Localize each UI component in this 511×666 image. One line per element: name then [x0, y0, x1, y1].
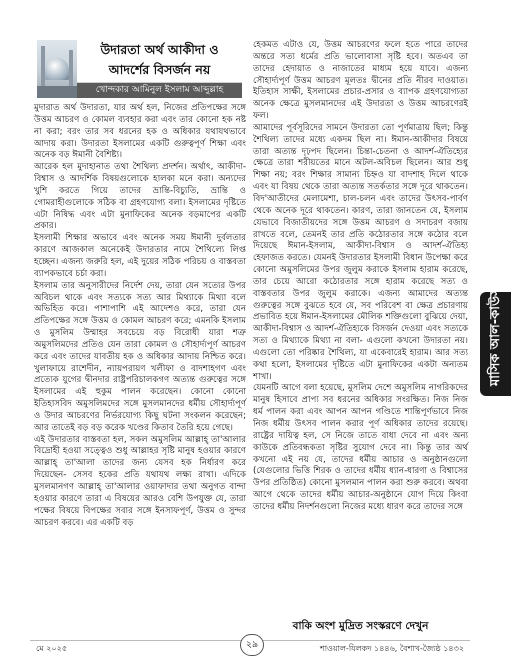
hijri-bangla-date: শাওয়াল-যিলকদ ১৪৪৬, বৈশাখ-জ্যৈষ্ঠ ১৪৩২ — [320, 644, 465, 653]
minaret-shape — [69, 50, 73, 90]
paragraph: ইসলামী শিক্ষার অভাবে এবং অনেক সময় ঈমানী দুর্বলতার কারণে আজকাল অনেকেই উদারতার নামে শৈথিল্যে লিপ্ত হচ্ছেন। এজন্য জরুরি হল, এই দুয়ের সঠিক পরিচয় ও বাস্তবতা ব্যাপকভাবে চর্চা করা। — [34, 233, 246, 279]
paragraph: যেমনটি আগে বলা হয়েছে, মুসলিম দেশে অমুসলিম নাগরিকদের মানুষ হিসাবে প্রাপ্য সব ধরনের অধিকার সংরক্ষিত। নিজ নিজ ধর্ম পালন করা এবং আপন আপন গণ্ডিতে শান্তিপূর্ণভাবে নিজ নিজ ধর্মীয় উৎসব পালন করার পূর্ণ অধিকার তাদের রয়েছে। রাষ্ট্রের দায়িত্ব হল, সে নিজে তাতে বাধা দেবে না এবং অন্য কাউকে প্রতিবন্ধকতা সৃষ্টির সুযোগ দেবে না। কিন্তু তার অর্থ কখনো এই নয় যে, তাদের ধর্মীয় আচার ও অনুষ্ঠানগুলো (যেগুলোর ভিত্তি শিরক ও তাদের ধর্মীয় ধ্যান-ধারণা ও বিশ্বাসের উপর প্রতিষ্ঠিত) কোনো মুসলমান পালন করা শুরু করবে। অথবা আগে থেকে তাদের ধর্মীয় আচার-অনুষ্ঠানে যোগ দিয়ে কিংবা তাদের ধর্মীয় নিদর্শনগুলো নিজের মধ্যে ধারণ করে তাদের সঙ্গে — [253, 383, 468, 512]
right-column — [253, 40, 468, 514]
paragraph: মুদারাত অর্থ উদারতা, যার অর্থ হল, নিজের প্রতিপক্ষের সঙ্গে উত্তম আচরণ ও কোমল ব্যবহার করা এবং তার কোনো হক নষ্ট না করা; বরং তার সব ধরনের হক ও অধিকার যথাযথভাবে আদায় করা। উদারতা ইসলামের একটি গুরুত্বপূর্ণ শিক্ষা এবং অনেক বড় ঈমানী বৈশিষ্ট্য। — [34, 103, 246, 161]
article-title — [77, 40, 242, 83]
continued-note: বাকি অংশ মুদ্রিত সংস্করণে দেখুন — [292, 620, 429, 632]
mosque-photo — [37, 40, 77, 98]
title-line: উদারতা অর্থ আকীদা ও — [100, 42, 219, 57]
left-column — [34, 103, 246, 529]
building-base — [37, 86, 77, 98]
paragraph: এই উদারতার বাস্তবতা হল, সকল অমুসলিম আল্লাহ্ তা'আলার বিদ্রোহী হওয়া সত্ত্বেও শুধু আল্লাহর সৃষ্টি মানুষ হওয়ার কারণে আল্লাহ্ তা'আলা তাদের জন্য যেসব হক নির্ধারণ করে দিয়েছেন- সেসব হকের প্রতি যথাযথ লক্ষ্য রাখা। এদিকে মুসলমানগণ আল্লাহ্ তা'আলার ওয়াফাদার তথা অনুগত বান্দা হওয়ার কারণে তারা এ বিষয়ের আরও বেশি উপযুক্ত যে, তারা পক্ষের বিষয়ে বিপক্ষের সবার সঙ্গে ইনসাফপূর্ণ, উত্তম ও সুন্দর আচরণ করবে। এর একটি বড় — [34, 434, 246, 528]
paragraph: আরেক হল মুদাহানাত তথা শৈথিল্য প্রদর্শন। অর্থাৎ, আকীদা-বিশ্বাস ও আদর্শিক বিষয়গুলোকে হালকা মনে করা। অন্যদের খুশি করতে গিয়ে তাদের ভ্রান্তি-বিচ্যুতি, ভ্রান্তি ও গোমরাহীগুলোকে সঠিক বা গ্রহণযোগ্য বলা। ইসলামের দৃষ্টিতে এটা নিষিদ্ধ এবং এটা মুনাফিকের অনেক বড়মাপের একটি প্রকার। — [34, 162, 246, 232]
paragraph: হেকমত এটাও যে, উত্তম আচরণের ফলে হতে পারে তাদের অন্তরে সত্য ধর্মের প্রতি ভালোবাসা সৃষ্টি হবে। অতএব তা তাদের হেদায়াত ও নাজাতের মাধ্যম হয়ে যাবে। এজন্য সৌহার্দ্যপূর্ণ উত্তম আচরণ মূলতঃ দ্বীনের প্রতি নীরব দাওয়াত। ইতিহাস সাক্ষী, ইসলামের প্রচার-প্রসার ও ব্যাপক গ্রহণযোগ্যতা অনেক ক্ষেত্রে মুসলমানদের এই উদারতা ও উত্তম আচরণেরই ফল। — [253, 40, 468, 122]
title-line: আদর্শের বিসর্জন নয় — [108, 62, 211, 77]
magazine-logo: মাসিক আল-কাউসার — [488, 276, 503, 386]
paragraph: আমাদের পূর্বসূরিদের সামনে উদারতা তো পূর্ণমাত্রায় ছিল; কিন্তু শৈথিল্য তাদের মধ্যে একদম ছিল না। ঈমান-আকীদার বিষয়ে তারা অত্যন্ত দৃঢ়পদ ছিলেন। চিন্তা-চেতনা ও আদর্শ-ঐতিহ্যের ক্ষেত্রে তারা শরীয়তের মানে অটল-অবিচল ছিলেন। আর শুধু শিক্ষা নয়; বরং শিক্ষার সামান্য চিহ্নও যা বাদশাহ দিলে থাকে এবং যা বিষয় থেকে তারা অত্যন্ত সতর্কতার সঙ্গে দূরে থাকতেন। বিদ'আতীদের মেলামেশা, চাল-চলন এবং তাদের উৎসব-পার্বণ থেকে অনেক দূরে থাকতেন। কারণ, তারা জানতেন যে, ইসলাম যেভাবে বিজাতীয়দের সঙ্গে উত্তম আচরণ ও সদাচরণ বজায় রাখতে বলে, তেমনই তার প্রতি কঠোরতার সঙ্গে কঠোর বলে দিয়েছে ঈমান-ইসলাম, আকীদা-বিশ্বাস ও আদর্শ-ঐতিহ্য হেফাজত করতে। যেমনই উদারতার ইসলামী বিধান উপেক্ষা করে কোনো অমুসলিমের উপর জুলুম করাকে ইসলাম হারাম করেছে, তার চেয়ে আরো কঠোরতার সঙ্গে হারাম করেছে সত্য ও বাস্তবতার উপর জুলুম করাকে। এজন্য আমাদের অত্যন্ত গুরুত্বের সঙ্গে বুঝতে হবে যে, সব পরিবেশ বা ক্ষেত্র প্রচারণায় প্রভাবিত হয়ে ঈমান-ইসলামের মৌলিক শক্তিগুলো বুঝিয়ে দেয়া, আকীদা-বিশ্বাস ও আদর্শ-ঐতিহ্যকে বিসর্জন দেওয়া এবং সত্যকে সত্য ও মিথ্যাকে মিথ্যা না বলা- এগুলো কখনো উদারতা নয়। এগুলো তো পরিষ্কার শৈথিল্য, যা একেবারেই হারাম। আর সত্য কথা হলো, ইসলামের দৃষ্টিতে এটা মুনাফিকের একটা অন্যতম শাখা। — [253, 122, 468, 382]
dome-shape — [45, 58, 69, 80]
page-number: ২৯ — [240, 634, 264, 656]
author-byline: খোন্দকার আমিনুল ইসলাম আব্দুল্লাহ — [77, 83, 242, 98]
article-header-banner — [37, 40, 242, 98]
paragraph: ইসলাম তার অনুসারীদের নির্দেশ দেয়, তারা যেন সত্যের উপর অবিচল থাকে এবং সত্যকে সত্য আর মিথ্যাকে মিথ্যা বলে অভিহিত করে। পাশাপাশি এই আদেশও করে, তারা যেন প্রতিপক্ষের সঙ্গে উত্তম ও কোমল আচরণ করে; এমনকি ইসলাম ও মুসলিম উম্মাহর সবচেয়ে বড় বিরোধী যারা শত্রু অমুসলিমদের প্রতিও যেন তারা কোমল ও সৌহার্দ্যপূর্ণ আচরণ করে এবং তাদের যাবতীয় হক ও অধিকার আদায় নিশ্চিত করে। খুলাফায়ে রাশেদীন, ন্যায়পরায়ণ খলীফা ও বাদশাহগণ এবং প্রত্যেক যুগের দ্বীনদার রাষ্ট্রপরিচালকগণ অত্যন্ত গুরুত্বের সঙ্গে ইসলামের এই হুকুম পালন করেছেন। কোনো কোনো ইতিহাসবিদ অমুসলিমদের সঙ্গে মুসলমানদের ধর্মীয় সৌহার্দ্যপূর্ণ ও উদার আচরণের নির্ভরযোগ্য কিছু ঘটনা সংকলন করেছেন; আর তাতেই বড় বড় করেক খণ্ডের কিতাব তৈরি হয়ে গেছে। — [34, 280, 246, 433]
issue-date: মে ২০২৫ — [36, 644, 68, 653]
